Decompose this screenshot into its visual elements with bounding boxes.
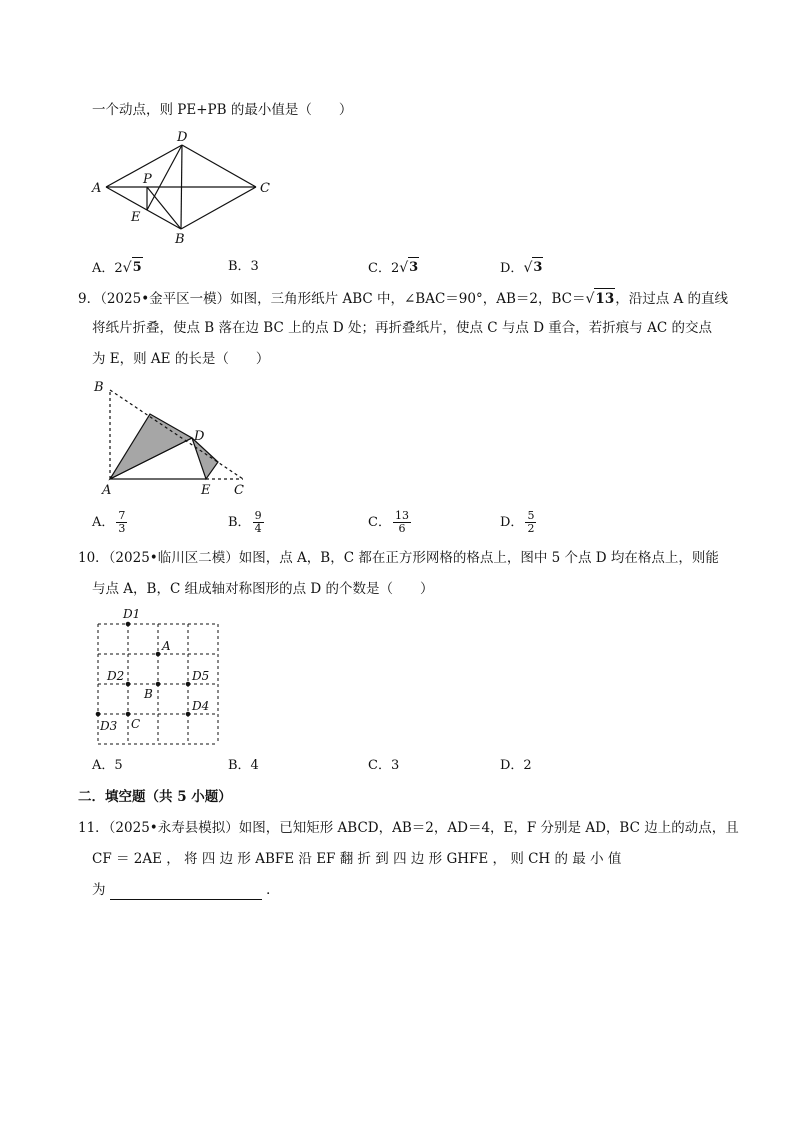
q10-option-b: B．4 [228, 758, 259, 773]
q9-label-d: D [194, 429, 205, 444]
q8-rhombus-figure [88, 124, 278, 248]
q9-option-d: D． $\frac{5}{2}$ [500, 509, 535, 535]
q11-stem-line2: CF ＝ 2AE ， 将 四 边 形 ABFE 沿 EF 翻 折 到 四 边 形 GHFE ， 则 CH 的 最 小 值 [92, 851, 622, 867]
q10-label-a: A [162, 639, 171, 653]
q10-point-d5 [186, 682, 191, 687]
q10-point-d1 [126, 622, 131, 627]
q9-label-b: B [94, 380, 104, 395]
q10-label-d1: D1 [123, 607, 141, 621]
q10-option-d: D．2 [500, 758, 532, 773]
q10-stem-line2: 与点 A，B，C 组成轴对称图形的点 D 的个数是（ ） [92, 581, 434, 597]
q8-label-b: B [175, 232, 185, 247]
q10-option-c: C．3 [368, 758, 400, 773]
q8-stem: 一个动点，则 PE+PB 的最小值是（ ） [92, 102, 353, 118]
q10-label-c: C [131, 717, 141, 731]
q8-label-d: D [177, 130, 188, 145]
q10-point-d4 [186, 712, 191, 717]
q9-stem-line3: 为 E，则 AE 的长是（ ） [92, 351, 270, 367]
q8-option-b: B．3 [228, 259, 259, 274]
q10-grid-figure [88, 604, 228, 750]
q11-stem-line1: 11．（2025•永寿县模拟）如图，已知矩形 ABCD，AB＝2，AD＝4，E，F 分别是 AD，BC 边上的动点，且 [78, 820, 739, 836]
q9-stem-line1: 9．（2025•金平区一模）如图，三角形纸片 ABC 中，∠BAC＝90°，AB＝2，BC＝ √ 13 ，沿过点 A 的直线 [78, 288, 728, 309]
q10-point-d2 [126, 682, 131, 687]
section-heading: 二．填空题（共 5 小题） [78, 789, 232, 805]
q10-point-b [156, 682, 161, 687]
q10-label-b: B [144, 687, 153, 701]
q9-option-c: C． $\frac{13}{6}$ [368, 509, 409, 535]
q9-stem-line2: 将纸片折叠，使点 B 落在边 BC 上的点 D 处；再折叠纸片，使点 C 与点 D 重合，若折痕与 AC 的交点 [92, 320, 712, 336]
q11-stem-line3: 为 ． [92, 882, 280, 898]
q8-option-a: A．2 √ 5 [92, 257, 143, 279]
q10-option-a: A．5 [92, 758, 123, 773]
q10-point-d3 [96, 712, 101, 717]
q8-option-d: D． √ 3 [500, 257, 543, 279]
q9-option-a: A． $\frac{7}{3}$ [92, 509, 126, 535]
q10-point-c [126, 712, 131, 717]
q9-option-b: B． $\frac{9}{4}$ [228, 509, 262, 535]
q8-label-p: P [143, 172, 152, 187]
q10-label-d5: D5 [192, 669, 210, 683]
q10-stem-line1: 10．（2025•临川区二模）如图，点 A，B，C 都在正方形网格的格点上，图中 5 个点 D 均在格点上，则能 [78, 550, 719, 566]
q10-label-d3: D3 [100, 719, 118, 733]
q10-label-d2: D2 [107, 669, 125, 683]
q9-label-a: A [102, 483, 112, 498]
q11-answer-blank[interactable] [110, 884, 262, 900]
q8-label-c: C [260, 181, 270, 196]
q10-label-d4: D4 [192, 699, 210, 713]
q10-point-a [156, 652, 161, 657]
q9-triangle-figure [88, 374, 258, 498]
q9-label-e: E [201, 483, 211, 498]
q9-label-c: C [234, 483, 244, 498]
q8-label-a: A [92, 181, 102, 196]
q8-label-e: E [131, 210, 141, 225]
q8-option-c: C．2 √ 3 [368, 257, 419, 279]
